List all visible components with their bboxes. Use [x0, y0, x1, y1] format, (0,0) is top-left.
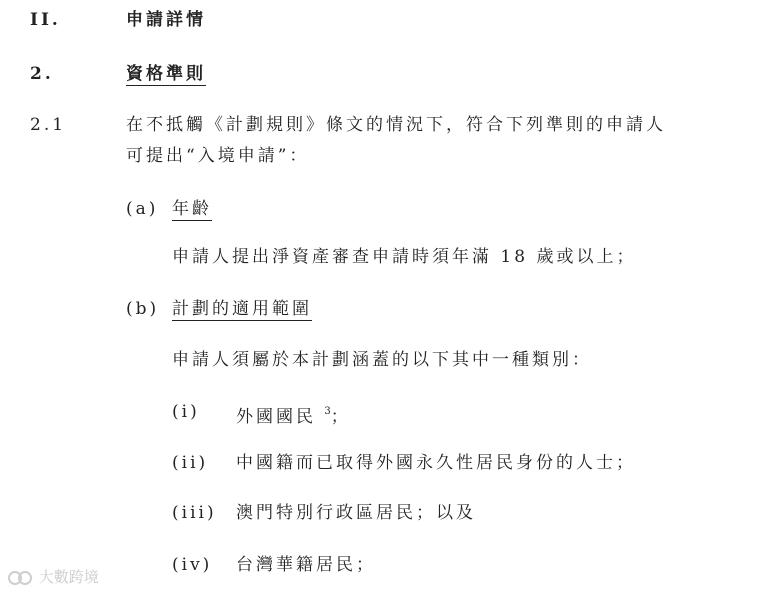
item-b-label: (b): [126, 299, 160, 319]
subsection-number: 2.: [30, 64, 54, 84]
sub-item-label: (i): [172, 402, 200, 422]
sub-item-text: 澳門特別行政區居民；以及: [236, 503, 476, 523]
watermark: [8, 566, 99, 587]
item-b-heading: 計劃的適用範圍: [172, 299, 312, 319]
item-a-text: 申請人提出淨資產審查申請時須年滿 18 歲或以上；: [172, 247, 637, 267]
watermark-text: 大數跨境: [38, 568, 99, 586]
clause-line-2: 可提出“入境申請”：: [126, 146, 310, 166]
footnote-ref: 3: [324, 406, 331, 417]
section-title: 申請詳情: [126, 10, 206, 30]
sub-item-text: 外國國民 $^3$；: [236, 406, 351, 427]
item-a-label: (a): [126, 199, 159, 219]
subsection-title: 資格準則: [126, 64, 206, 84]
sub-item-label: (ii): [172, 453, 209, 473]
sub-item-text: 台灣華籍居民；: [236, 555, 376, 575]
dashu-logo-icon: [8, 569, 34, 587]
clause-number: 2.1: [30, 115, 67, 135]
sub-item-label: (iv): [172, 555, 213, 575]
clause-line-1: 在不抵觸《計劃規則》條文的情況下，符合下列準則的申請人: [126, 115, 666, 135]
item-b-intro: 申請人須屬於本計劃涵蓋的以下其中一種類別：: [172, 350, 592, 370]
sub-item-text: 中國籍而已取得外國永久性居民身份的人士；: [236, 453, 636, 473]
item-a-heading: 年齡: [172, 199, 212, 219]
section-number: II.: [30, 10, 61, 30]
sub-item-label: (iii): [172, 503, 217, 523]
